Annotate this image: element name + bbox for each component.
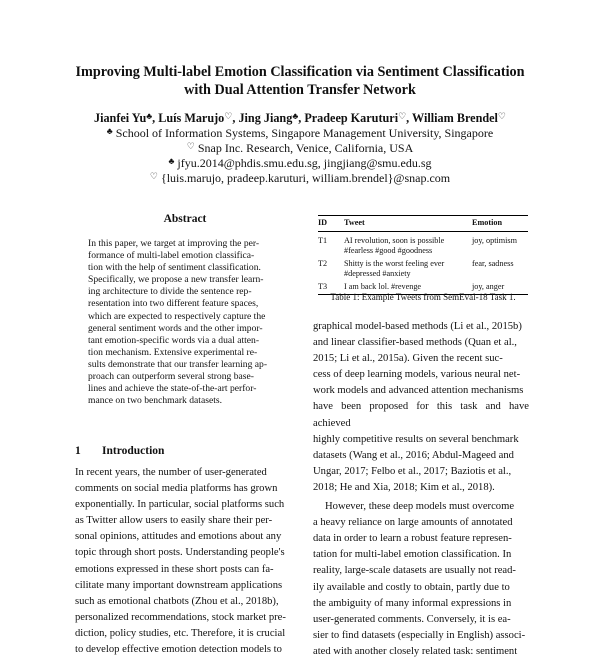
heart-mark-icon: ♡	[398, 111, 407, 121]
title-line: with Dual Attention Transfer Network	[184, 82, 416, 98]
author-name: Luís Marujo	[158, 111, 225, 125]
tweet-line: AI revolution, soon is possible	[344, 235, 445, 245]
body-line: work models and advanced attention mechanisms	[313, 385, 524, 397]
tweet-line: I am back lol. #revenge	[344, 281, 422, 291]
section-heading-introduction	[75, 445, 164, 457]
body-line: emotions expressed in these short posts can fa-	[75, 563, 274, 575]
body-line: user-generated comments. Conversely, it is ea-	[313, 613, 511, 625]
tweet-id: T2	[318, 258, 328, 268]
column-header-tweet: Tweet	[344, 216, 472, 232]
club-mark-icon: ♣	[146, 111, 153, 121]
abstract-line: tion mechanism. Extensive experimental re-	[88, 346, 258, 358]
abstract-line: Specifically, we propose a new transfer learn-	[88, 274, 264, 286]
table-row	[318, 258, 528, 281]
abstract-heading: Abstract	[163, 213, 207, 225]
email-text: jfyu.2014@phdis.smu.edu.sg, jingjiang@smu.edu.sg	[177, 156, 432, 170]
column-header-id: ID	[318, 216, 344, 232]
tweet-line: Shitty is the worst feeling ever	[344, 258, 445, 268]
paragraph	[313, 499, 529, 660]
body-line: personalized recommendations, stock market pre-	[75, 611, 286, 623]
heart-mark-icon: ♡	[186, 141, 195, 151]
abstract-line: tion with the help of sentiment classification.	[88, 262, 261, 274]
body-line: reality, large-scale datasets are usually not read-	[313, 565, 516, 577]
body-line: cess of deep learning models, various neural net-	[313, 369, 521, 381]
body-line: such as emotional chatbots (Zhou et al., 2018b),	[75, 595, 279, 607]
tweet-id: T1	[318, 235, 328, 245]
tweet-text	[344, 258, 472, 281]
title-line: Improving Multi-label Emotion Classification via Sentiment Classification	[75, 64, 525, 80]
table-caption: Table 1: Example Tweets from SemEval-18 Task 1.	[330, 292, 516, 302]
club-mark-icon: ♣	[292, 111, 299, 121]
body-line: In recent years, the number of user-generated	[75, 467, 267, 478]
body-line: tation for multi-label emotion classification. In	[313, 549, 512, 561]
body-line: sier to find datasets (especially in English) associ-	[313, 629, 526, 641]
body-line: have been proposed for this task and have achieved	[313, 401, 529, 429]
introduction-body	[75, 465, 297, 658]
body-line: diction, policy studies, etc. Therefore, it is crucial	[75, 627, 286, 639]
abstract-line: sults demonstrate that our transfer learning ap-	[88, 358, 268, 370]
paragraph	[313, 319, 529, 496]
abstract-line: proach can outperform several strong base-	[88, 371, 254, 383]
body-line: 2018; He and Xia, 2018; Kim et al., 2018).	[313, 481, 495, 493]
heart-mark-icon: ♡	[497, 111, 506, 121]
body-line: to develop effective emotion detection models to	[75, 644, 282, 656]
tweet-emotion: joy, anger	[472, 281, 528, 295]
tweet-emotion: joy, optimism	[472, 235, 517, 245]
example-tweets-table	[318, 215, 528, 295]
body-line: However, these deep models must overcome	[325, 501, 515, 513]
section-number: 1	[75, 445, 81, 457]
body-line: the ambiguity of many informal expressions in	[313, 597, 512, 609]
tweet-text	[344, 231, 472, 258]
author-name: Jianfei Yu	[93, 111, 147, 125]
abstract-line: general sentiment words and the other impor-	[88, 322, 263, 334]
author-name: Pradeep Karuturi	[304, 111, 399, 125]
heart-mark-icon: ♡	[149, 171, 158, 181]
tweet-emotion: fear, sadness	[472, 258, 514, 268]
tweet-line: #depressed #anxiety	[344, 269, 411, 278]
body-line: ated with another closely related task: sentiment	[313, 645, 518, 657]
club-mark-icon: ♣	[106, 126, 113, 136]
body-line: sonal opinions, attitudes and emotions about any	[75, 531, 282, 543]
heart-mark-icon: ♡	[224, 111, 233, 121]
author-list: Jianfei Yu♣, Luís Marujo♡, Jing Jiang♣, Pradeep Karuturi♡, William Brendel♡	[93, 111, 506, 125]
table-header-row	[318, 216, 528, 232]
email-text: {luis.marujo, pradeep.karuturi, william.brendel}@snap.com	[160, 171, 451, 185]
author-name: William Brendel	[412, 111, 498, 125]
abstract-line: In this paper, we target at improving the per-	[88, 238, 260, 249]
body-line: as Twitter allow users to easily share their per-	[75, 515, 273, 527]
body-line: data in order to learn a robust feature represen-	[313, 533, 512, 545]
body-line: comments on social media platforms has grown	[75, 483, 278, 495]
tweet-line: #fearless #good #goodness	[344, 246, 433, 255]
body-line: topic through short posts. Understanding people's	[75, 547, 285, 559]
abstract-line: lines and achieve the state-of-the-art perfor-	[88, 383, 257, 395]
club-mark-icon: ♣	[168, 156, 175, 166]
body-line: datasets (Wang et al., 2016; Abdul-Mageed and	[313, 449, 514, 461]
body-line: graphical model-based methods (Li et al., 2015b)	[313, 321, 522, 332]
section-title: Introduction	[102, 445, 165, 457]
abstract-body	[88, 238, 284, 407]
body-line: highly competitive results on several benchmark	[313, 433, 519, 445]
body-line: cilitate many important downstream applications	[75, 579, 283, 591]
tweet-id: T3	[318, 281, 344, 295]
email-snap	[40, 169, 560, 186]
column-header-emotion: Emotion	[472, 216, 528, 232]
abstract-line: mance on two benchmark datasets.	[88, 395, 222, 407]
body-line: and linear classifier-based methods (Quan et al.,	[313, 337, 517, 349]
paper-title	[40, 63, 560, 99]
body-line: 2015; Li et al., 2015a). Given the recent suc-	[313, 353, 503, 365]
abstract-line: resentation into two different feature spaces,	[88, 298, 259, 310]
body-line: ily available and costly to obtain, partly due to	[313, 581, 510, 593]
body-line: exponentially. In particular, social platforms such	[75, 499, 285, 511]
body-line: a heavy reliance on large amounts of annotated	[313, 517, 513, 529]
abstract-line: which are expected to respectively capture the	[88, 310, 266, 322]
table-row	[318, 231, 528, 258]
affiliation-text: Snap Inc. Research, Venice, California, USA	[197, 141, 414, 155]
body-line: Ungar, 2017; Felbo et al., 2017; Baziotis et al.,	[313, 465, 512, 477]
author-name: Jing Jiang	[238, 111, 293, 125]
abstract-line: formance of multi-label emotion classifica-	[88, 250, 255, 262]
abstract-line: tant emotion-specific words via a dual atten-	[88, 334, 260, 346]
right-column-body	[313, 319, 529, 660]
abstract-line: ing architecture to divide the sentence rep-	[88, 286, 252, 298]
affiliation-text: School of Information Systems, Singapore Management University, Singapore	[115, 126, 494, 140]
